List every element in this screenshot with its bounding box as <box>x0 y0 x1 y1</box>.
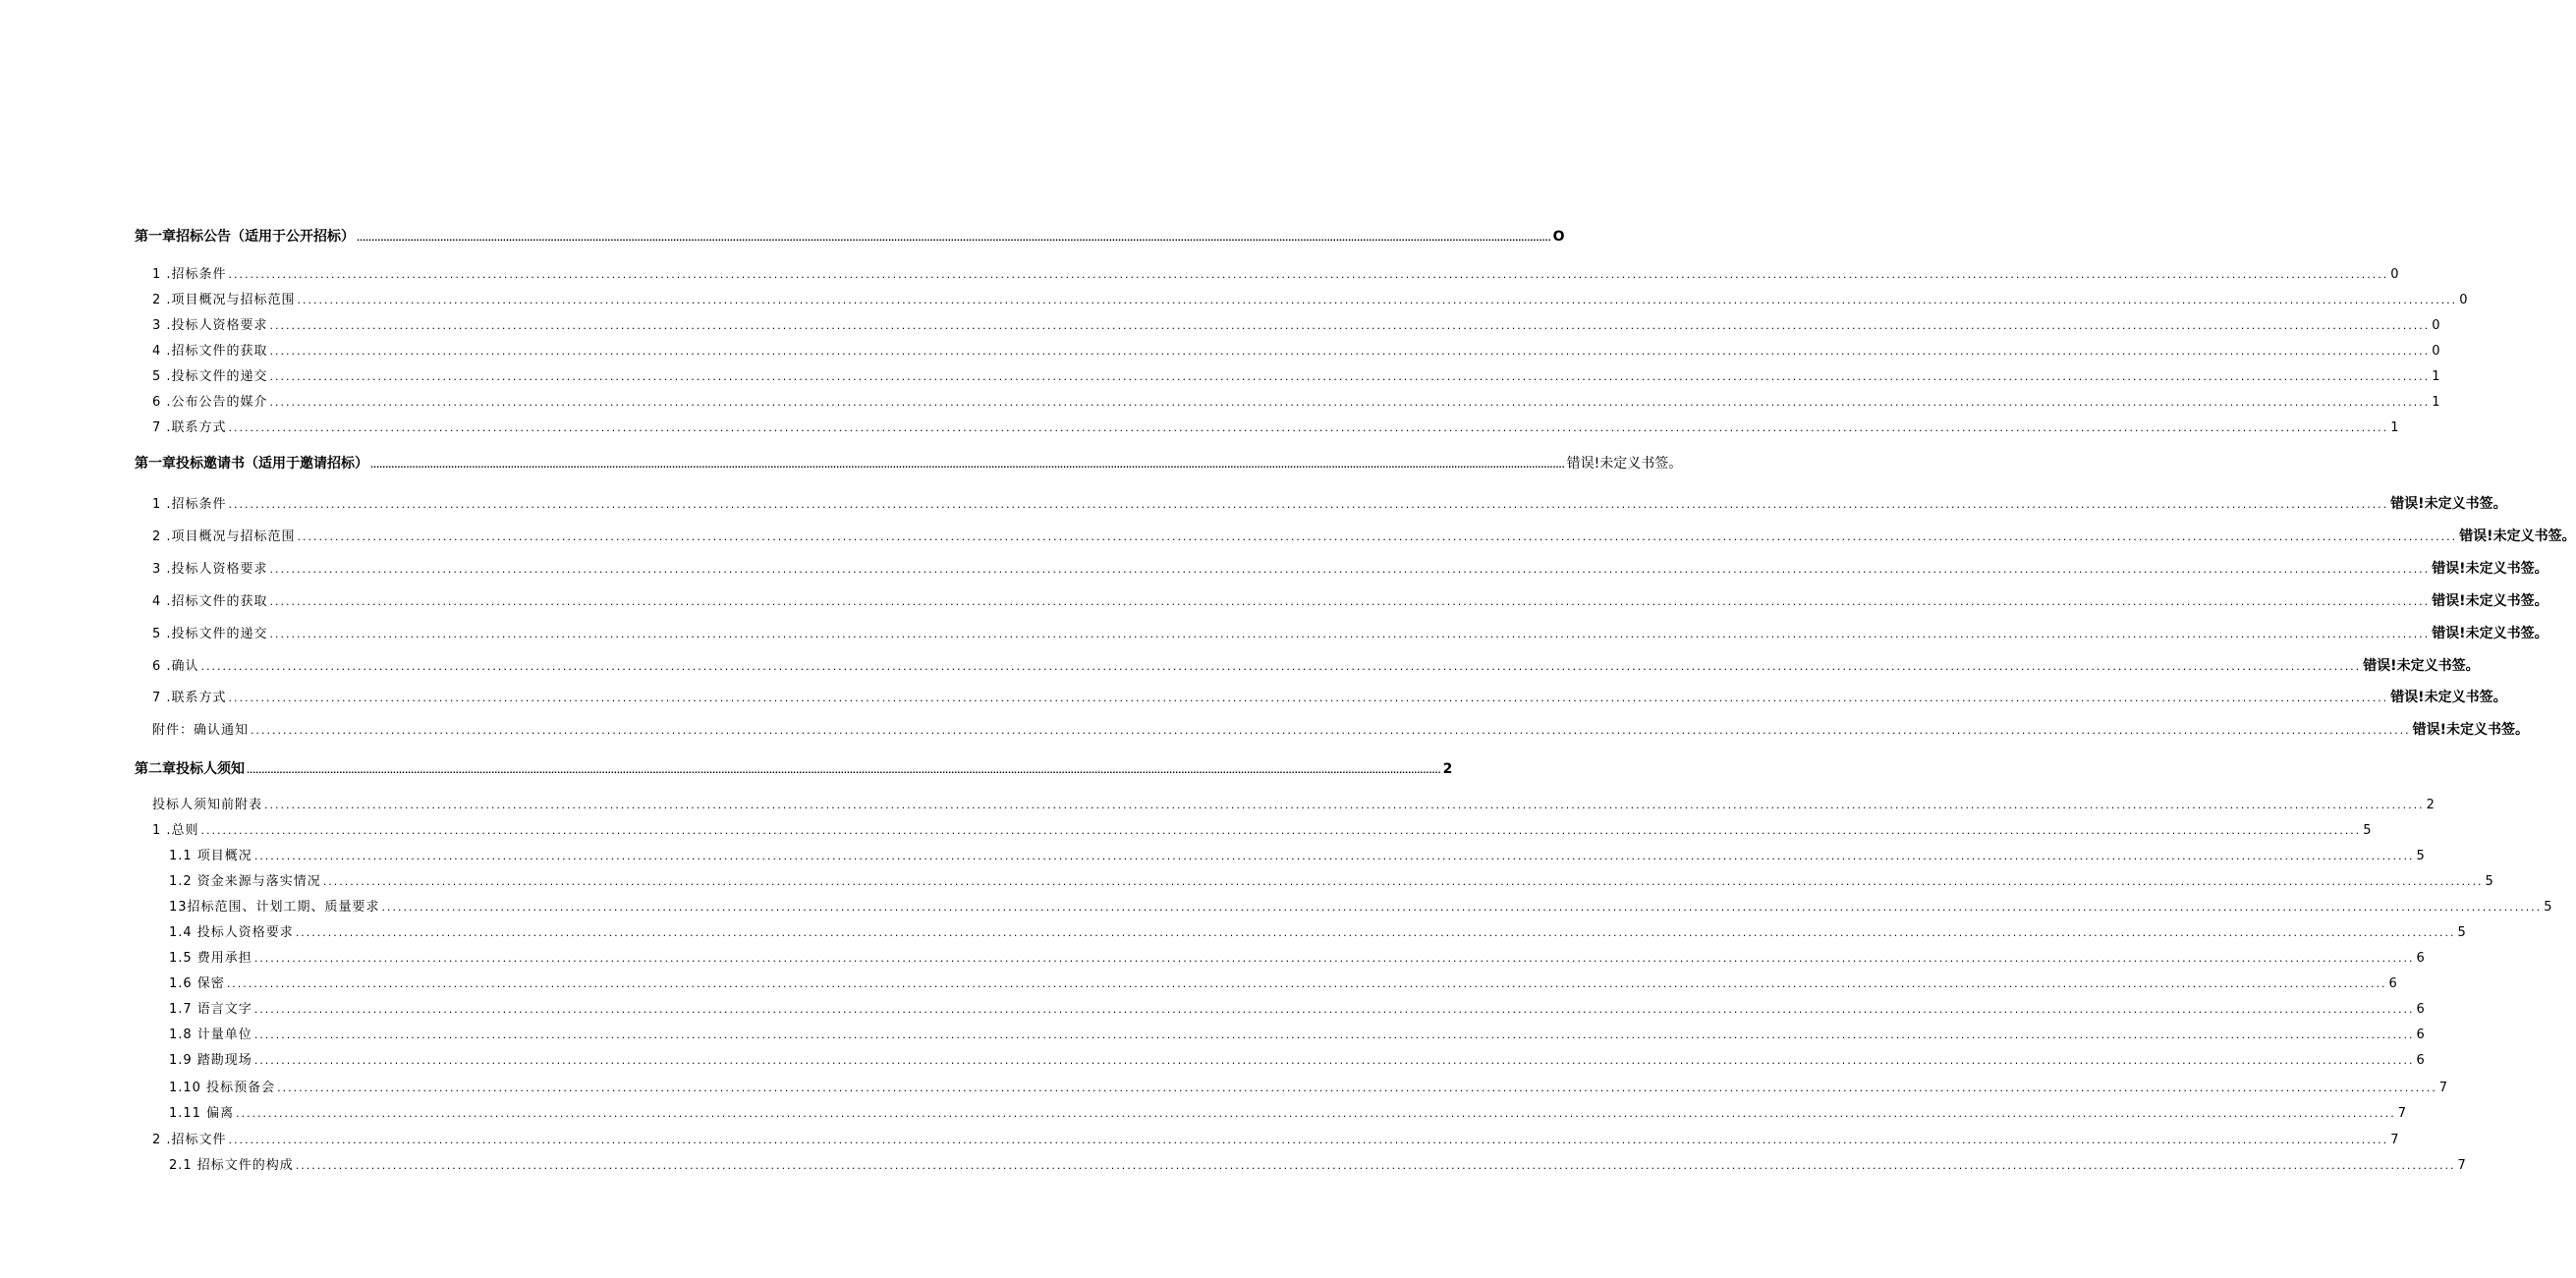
toc-entry-label: 7 .联系方式 <box>152 420 227 435</box>
toc-chapter-heading[interactable] <box>135 453 1683 472</box>
toc-entry-label: 2 .项目概况与招标范围 <box>152 529 296 544</box>
toc-entry[interactable] <box>169 947 2425 966</box>
toc-entry-label: 4 .招标文件的获取 <box>152 344 268 359</box>
toc-page-number: O <box>1552 229 1565 245</box>
toc-entry[interactable] <box>152 526 2576 545</box>
dot-leader: ................................................................................................................................................................................................................................................................................................................................................................................................................ <box>381 901 2543 914</box>
dot-leader: ................................................................................................................................................................................................................................................................................................................................................................................................................ <box>253 850 2415 862</box>
toc-entry-label: 1.4 投标人资格要求 <box>169 925 294 940</box>
toc-page-number: 0 <box>2432 318 2440 333</box>
toc-page-number: 7 <box>2390 1133 2399 1147</box>
dot-leader: ................................................................................................................................................................................................................................................................................................................................................................................................................ <box>253 1003 2415 1016</box>
dot-leader: ................................................................................................................................................................................................................................................................................................................................................................................................................ <box>322 875 2484 888</box>
toc-entry-label: 2 .项目概况与招标范围 <box>152 293 296 307</box>
toc-entry[interactable] <box>152 263 2399 282</box>
toc-page-number: 5 <box>2485 874 2493 889</box>
dot-leader: ................................................................................................................................................................................................................................................................................................................................................................................................................ <box>228 421 2389 434</box>
toc-entry[interactable] <box>169 972 2397 991</box>
toc-entry-label: 3 .投标人资格要求 <box>152 562 268 577</box>
toc-entry[interactable] <box>152 493 2507 513</box>
dot-leader: ................................................................................................................................................................................................................................................................................................................................................................................................................ <box>253 1054 2415 1067</box>
toc-entry-label: 1.10 投标预备会 <box>169 1081 276 1095</box>
toc-entry-label: 1.6 保密 <box>169 976 225 991</box>
dot-leader: ................................................................................................................................................................................................................................................................................................................................................................................................................ <box>277 1082 2437 1094</box>
toc-entry[interactable] <box>152 1129 2399 1147</box>
toc-page-number: 0 <box>2390 267 2399 282</box>
toc-entry-label: 3 .投标人资格要求 <box>152 318 268 333</box>
toc-entry[interactable] <box>152 417 2399 435</box>
toc-chapter-heading[interactable] <box>135 226 1565 246</box>
toc-entry[interactable] <box>152 719 2530 739</box>
toc-entry-label: 1 .招标条件 <box>152 267 227 282</box>
toc-entry-label: 13招标范围、计划工期、质量要求 <box>169 900 380 915</box>
toc-page-number: 7 <box>2438 1081 2447 1095</box>
toc-entry[interactable] <box>169 1154 2466 1173</box>
toc-entry-label: 1.11 偏离 <box>169 1106 235 1121</box>
toc-entry-label: 1.9 踏勘现场 <box>169 1053 252 1068</box>
dot-leader: ................................................................................................................................................................................................................................................................................................................................................................................................................ <box>357 234 1551 243</box>
toc-entry-label: 第二章投标人须知 <box>135 761 245 777</box>
toc-entry[interactable] <box>169 896 2552 915</box>
toc-entry-label: 4 .招标文件的获取 <box>152 594 268 609</box>
dot-leader: ................................................................................................................................................................................................................................................................................................................................................................................................................ <box>269 345 2431 358</box>
dot-leader: ................................................................................................................................................................................................................................................................................................................................................................................................................ <box>269 396 2431 409</box>
dot-leader: ................................................................................................................................................................................................................................................................................................................................................................................................................ <box>297 530 2458 543</box>
dot-leader: ................................................................................................................................................................................................................................................................................................................................................................................................................ <box>228 692 2389 704</box>
toc-page-number: 1 <box>2390 420 2399 435</box>
toc-page-number: 2 <box>1442 761 1453 777</box>
toc-page-number: 6 <box>2416 1028 2425 1042</box>
dot-leader: ................................................................................................................................................................................................................................................................................................................................................................................................................ <box>251 724 2411 737</box>
toc-entry[interactable] <box>152 623 2548 642</box>
toc-entry[interactable] <box>152 687 2507 706</box>
dot-leader: ................................................................................................................................................................................................................................................................................................................................................................................................................ <box>236 1107 2396 1120</box>
toc-page-number: 0 <box>2432 344 2440 359</box>
dot-leader: ................................................................................................................................................................................................................................................................................................................................................................................................................ <box>295 926 2456 939</box>
toc-entry[interactable] <box>152 391 2440 410</box>
dot-leader: ................................................................................................................................................................................................................................................................................................................................................................................................................ <box>297 294 2458 306</box>
toc-entry[interactable] <box>169 1049 2425 1068</box>
toc-entry[interactable] <box>169 1102 2406 1121</box>
toc-entry-label: 1 .招标条件 <box>152 497 227 512</box>
toc-entry[interactable] <box>152 289 2468 307</box>
toc-entry[interactable] <box>152 558 2548 578</box>
dot-leader: ................................................................................................................................................................................................................................................................................................................................................................................................................ <box>269 628 2431 640</box>
toc-entry[interactable] <box>152 340 2440 359</box>
dot-leader: ................................................................................................................................................................................................................................................................................................................................................................................................................ <box>253 1028 2415 1041</box>
toc-page-number: 6 <box>2416 951 2425 966</box>
toc-entry-label: 6 .公布公告的媒介 <box>152 395 268 410</box>
toc-page-number: 6 <box>2416 1053 2425 1068</box>
toc-entry[interactable] <box>152 794 2435 812</box>
toc-entry[interactable] <box>169 1077 2447 1095</box>
toc-page-number: 7 <box>2397 1106 2406 1121</box>
dot-leader: ................................................................................................................................................................................................................................................................................................................................................................................................................ <box>247 766 1441 775</box>
toc-entry-label: 1.5 费用承担 <box>169 951 252 966</box>
toc-entry-label: 5 .投标文件的递交 <box>152 369 268 384</box>
dot-leader: ................................................................................................................................................................................................................................................................................................................................................................................................................ <box>269 370 2431 383</box>
toc-entry[interactable] <box>169 1024 2425 1042</box>
toc-entry-label: 5 .投标文件的递交 <box>152 627 268 641</box>
toc-page-number: 2 <box>2426 798 2435 812</box>
toc-page-number: 错误!未定义书签。 <box>2390 496 2507 512</box>
toc-entry-label: 1 .总则 <box>152 823 199 838</box>
toc-entry-label: 2 .招标文件 <box>152 1133 227 1147</box>
toc-page-number: 错误!未定义书签。 <box>2412 722 2530 738</box>
dot-leader: ................................................................................................................................................................................................................................................................................................................................................................................................................ <box>264 799 2425 811</box>
dot-leader: ................................................................................................................................................................................................................................................................................................................................................................................................................ <box>269 595 2431 608</box>
toc-page-number: 5 <box>2457 925 2466 940</box>
toc-entry-label: 附件：确认通知 <box>152 723 250 738</box>
toc-page-number: 1 <box>2432 395 2440 410</box>
toc-entry[interactable] <box>169 998 2425 1017</box>
toc-entry-label: 1.1 项目概况 <box>169 849 252 863</box>
toc-entry[interactable] <box>152 590 2548 610</box>
toc-page-number: 1 <box>2432 369 2440 384</box>
dot-leader: ................................................................................................................................................................................................................................................................................................................................................................................................................ <box>200 660 2362 673</box>
toc-page-number: 错误!未定义书签。 <box>2432 593 2548 609</box>
dot-leader: ................................................................................................................................................................................................................................................................................................................................................................................................................ <box>370 461 1565 470</box>
dot-leader: ................................................................................................................................................................................................................................................................................................................................................................................................................ <box>200 824 2362 837</box>
toc-chapter-heading[interactable] <box>135 758 1453 778</box>
toc-page-number: 0 <box>2459 293 2468 307</box>
toc-entry[interactable] <box>169 845 2425 863</box>
toc-page-number: 6 <box>2388 976 2397 991</box>
toc-page-number: 5 <box>2363 823 2372 838</box>
toc-entry-label: 第一章招标公告（适用于公开招标） <box>135 229 355 245</box>
dot-leader: ................................................................................................................................................................................................................................................................................................................................................................................................................ <box>269 319 2431 332</box>
toc-entry-label: 6 .确认 <box>152 659 199 674</box>
toc-entry-label: 1.7 语言文字 <box>169 1002 252 1017</box>
dot-leader: ................................................................................................................................................................................................................................................................................................................................................................................................................ <box>253 952 2415 965</box>
toc-page-number: 7 <box>2457 1158 2466 1173</box>
toc-entry[interactable] <box>169 921 2466 940</box>
toc-entry-label: 2.1 招标文件的构成 <box>169 1158 294 1173</box>
toc-entry[interactable] <box>152 819 2372 838</box>
toc-entry-label: 投标人须知前附表 <box>152 798 263 812</box>
toc-page-number: 错误!未定义书签。 <box>2432 561 2548 577</box>
dot-leader: ................................................................................................................................................................................................................................................................................................................................................................................................................ <box>295 1159 2456 1172</box>
dot-leader: ................................................................................................................................................................................................................................................................................................................................................................................................................ <box>226 977 2387 990</box>
toc-page-number: 错误!未定义书签。 <box>2363 658 2480 674</box>
dot-leader: ................................................................................................................................................................................................................................................................................................................................................................................................................ <box>228 498 2389 511</box>
toc-entry-label: 第一章投标邀请书（适用于邀请招标） <box>135 456 368 472</box>
dot-leader: ................................................................................................................................................................................................................................................................................................................................................................................................................ <box>269 563 2431 576</box>
toc-entry[interactable] <box>152 365 2440 384</box>
dot-leader: ................................................................................................................................................................................................................................................................................................................................................................................................................ <box>228 268 2389 281</box>
toc-entry[interactable] <box>152 314 2440 333</box>
toc-entry[interactable] <box>169 870 2493 889</box>
dot-leader: ................................................................................................................................................................................................................................................................................................................................................................................................................ <box>228 1134 2389 1146</box>
toc-entry-label: 1.2 资金来源与落实情况 <box>169 874 321 889</box>
toc-entry-label: 1.8 计量单位 <box>169 1028 252 1042</box>
toc-entry-label: 7 .联系方式 <box>152 691 227 705</box>
toc-page-number: 6 <box>2416 1002 2425 1017</box>
toc-page-number: 错误!未定义书签。 <box>2390 690 2507 705</box>
toc-page-number: 错误!未定义书签。 <box>1566 456 1683 472</box>
toc-page-number: 5 <box>2416 849 2425 863</box>
toc-page-number: 5 <box>2544 900 2552 915</box>
toc-page-number: 错误!未定义书签。 <box>2432 626 2548 641</box>
toc-page-number: 错误!未定义书签。 <box>2459 528 2576 544</box>
toc-entry[interactable] <box>152 655 2480 675</box>
